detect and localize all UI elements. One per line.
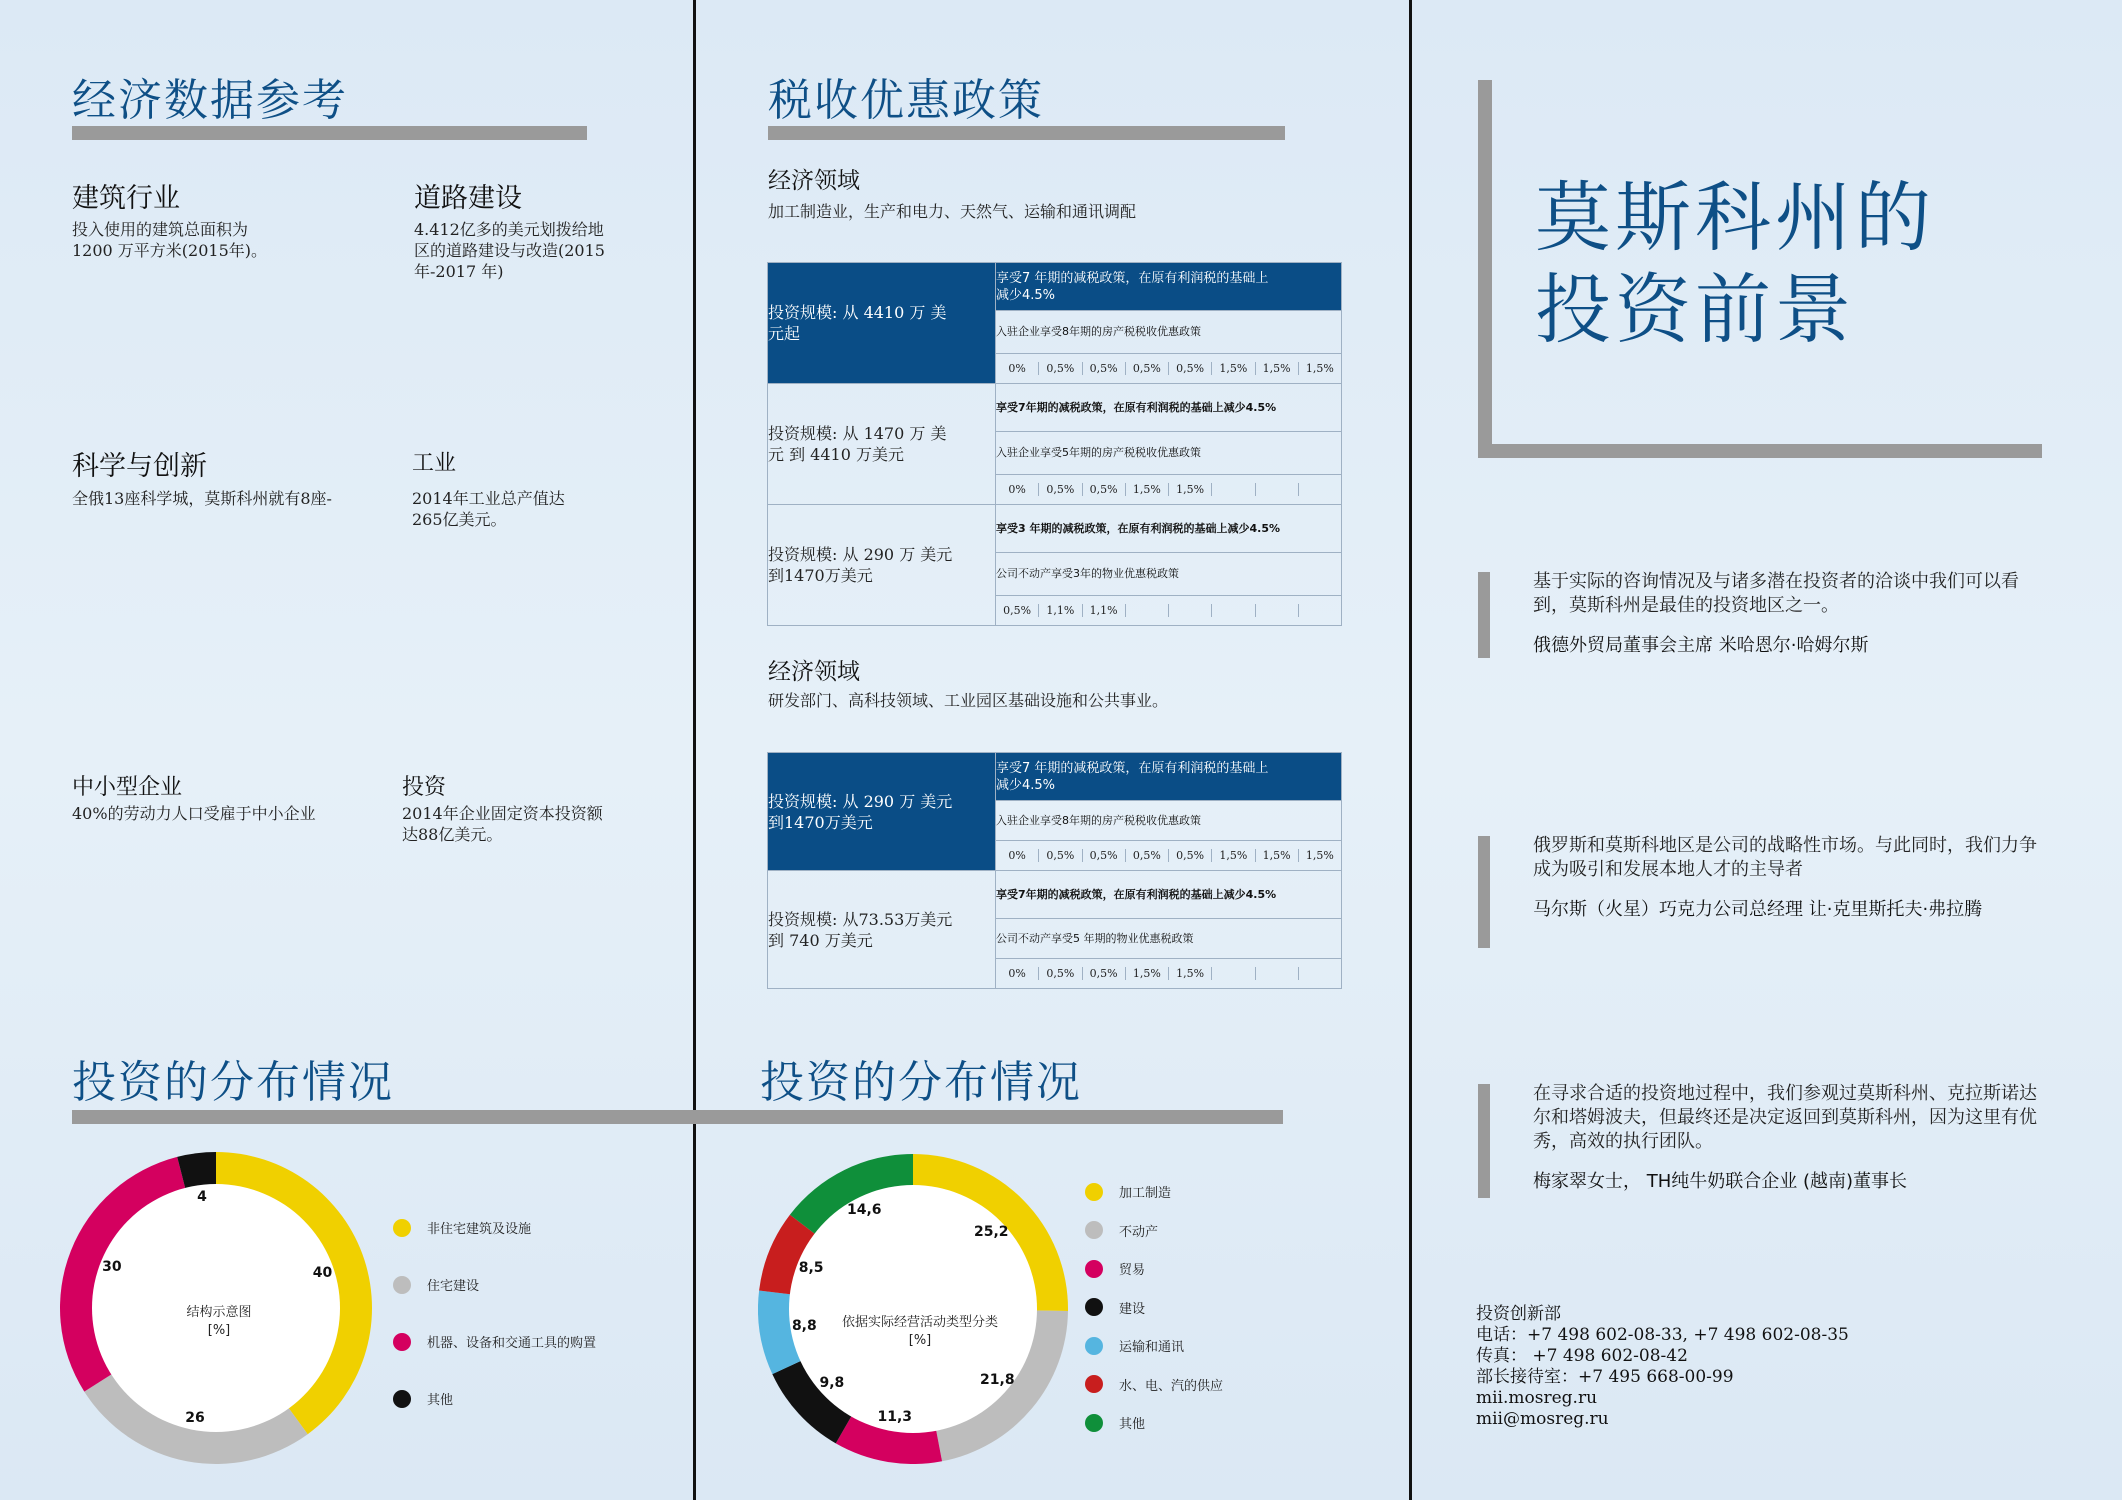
tax-rate-cell: 0,5% xyxy=(1125,362,1168,375)
quote-text: 俄罗斯和莫斯科地区是公司的战略性市场。与此同时，我们力争成为吸引和发展本地人才的主导者 xyxy=(1533,835,2037,880)
tax-rate-cell: 1,5% xyxy=(1211,849,1254,862)
donut-hole xyxy=(789,1185,1037,1433)
tax-rate-cell: 0,5% xyxy=(1038,362,1081,375)
legend-label: 非住宅建筑及设施 xyxy=(427,1222,532,1237)
tax-table-2 xyxy=(767,752,1342,989)
profit-tax-note: 享受7年期的减税政策，在原有利润税的基础上减少4.5% xyxy=(996,384,1342,432)
legend-item xyxy=(1085,1413,1145,1432)
profit-tax-note: 享受7年期的减税政策，在原有利润税的基础上减少4.5% xyxy=(996,871,1342,919)
investment-scale-label: 投资规模: 从73.53万美元 到 740 万美元 xyxy=(768,871,996,989)
contact-email-link[interactable]: mii@mosreg.ru xyxy=(1476,1409,1609,1429)
tax-policy-title: 税收优惠政策 xyxy=(768,75,1044,126)
tax-rate-cell: 1,5% xyxy=(1125,967,1168,980)
contact-fax: 传真： +7 498 602-08-42 xyxy=(1476,1346,1688,1366)
property-tax-note: 入驻企业享受5年期的房产税税收优惠政策 xyxy=(996,432,1342,475)
donut-chart-activity xyxy=(758,1154,1068,1464)
legend-swatch xyxy=(1085,1337,1103,1355)
sector-description: 加工制造业，生产和电力、天然气、运输和通讯调配 xyxy=(768,202,1137,221)
legend-swatch xyxy=(393,1276,411,1294)
legend-item xyxy=(393,1389,453,1408)
contact-website-link[interactable]: mii.mosreg.ru xyxy=(1476,1388,1598,1408)
tax-rate-cell: 0,5% xyxy=(1168,362,1211,375)
tax-rate-row xyxy=(996,483,1341,496)
tax-rate-cell: 0,5% xyxy=(1082,362,1125,375)
investment-scale-label: 投资规模: 从 4410 万 美 元起 xyxy=(768,263,996,384)
stat-heading: 中小型企业 xyxy=(72,775,183,800)
sector-description: 研发部门、高科技领域、工业园区基础设施和公共事业。 xyxy=(768,691,1169,710)
tax-rate-cell: 1,1% xyxy=(1038,604,1081,617)
distribution-title-middle: 投资的分布情况 xyxy=(760,1057,1082,1108)
legend-label: 其他 xyxy=(427,1393,454,1408)
profit-tax-note: 享受3 年期的减税政策，在原有利润税的基础上减少4.5% xyxy=(996,505,1342,553)
profit-tax-note: 享受7 年期的减税政策，在原有利润税的基础上 减少4.5% xyxy=(996,263,1342,311)
legend-item xyxy=(1085,1375,1223,1394)
quote-author: 梅家翠女士， TH纯牛奶联合企业 (越南)董事长 xyxy=(1533,1171,1908,1192)
tax-rate-cell xyxy=(1211,967,1254,980)
tax-rate-cell: 1,5% xyxy=(1298,362,1341,375)
property-tax-note: 公司不动产享受3年的物业优惠税政策 xyxy=(996,553,1342,596)
slice-value-label: 8,8 xyxy=(791,1318,817,1335)
slice-value-label: 11,3 xyxy=(877,1409,913,1426)
title-underline xyxy=(72,126,587,140)
tax-rate-cell: 0% xyxy=(1008,483,1026,496)
legend-swatch xyxy=(1085,1414,1103,1432)
tax-rate-cell: 1,5% xyxy=(1125,483,1168,496)
legend-swatch xyxy=(1085,1375,1103,1393)
sector-heading: 经济领域 xyxy=(768,659,860,685)
slice-value-label: 4 xyxy=(197,1188,207,1205)
legend-label: 住宅建设 xyxy=(427,1279,480,1294)
quote-text: 基于实际的咨询情况及与诸多潜在投资者的洽谈中我们可以看到，莫斯科州是最佳的投资地区之一。 xyxy=(1533,571,2019,616)
tax-rate-cell: 0,5% xyxy=(1168,849,1211,862)
chart-center-label: 依据实际经营活动类型分类 [%] xyxy=(841,1315,999,1348)
tax-rate-cell xyxy=(1255,967,1298,980)
legend-swatch xyxy=(393,1333,411,1351)
column-divider-right xyxy=(1409,0,1412,1500)
title-underline xyxy=(768,126,1285,140)
stat-text: 4.412亿多的美元划拨给地 区的道路建设与改造(2015 年-2017 年) xyxy=(414,220,605,281)
tax-rate-cell: 1,5% xyxy=(1211,362,1254,375)
tax-rate-cell xyxy=(1298,483,1341,496)
contact-department: 投资创新部 xyxy=(1476,1304,1561,1324)
legend-label: 建设 xyxy=(1119,1301,1146,1317)
tax-rate-cell: 1,5% xyxy=(1255,849,1298,862)
tax-rate-cell xyxy=(1168,604,1211,617)
contact-block xyxy=(1476,1304,1849,1430)
tax-rate-cell: 0,5% xyxy=(1038,849,1081,862)
tax-rate-cell: 1,5% xyxy=(1168,967,1211,980)
tax-rate-cell: 0,5% xyxy=(1038,967,1081,980)
slice-value-label: 40 xyxy=(312,1265,333,1282)
tax-rate-cell: 0,5% xyxy=(1082,967,1125,980)
stat-text: 2014年企业固定资本投资额 达88亿美元。 xyxy=(402,804,603,844)
quote-author: 马尔斯（火星）巧克力公司总经理 让·克里斯托夫·弗拉腾 xyxy=(1533,899,1983,920)
legend-item xyxy=(1085,1336,1184,1355)
main-title: 莫斯科州的 投资前景 xyxy=(1535,173,1935,354)
legend-swatch xyxy=(1085,1260,1103,1278)
slice-value-label: 14,6 xyxy=(847,1202,882,1219)
economic-data-title: 经济数据参考 xyxy=(72,75,348,126)
tax-rate-cell xyxy=(1298,967,1341,980)
slice-value-label: 9,8 xyxy=(819,1375,845,1392)
legend-label: 其他 xyxy=(1119,1417,1146,1432)
tax-rate-cell: 0% xyxy=(1008,967,1026,980)
legend-label: 贸易 xyxy=(1119,1263,1146,1278)
legend-swatch xyxy=(1085,1183,1103,1201)
investment-scale-label: 投资规模: 从 290 万 美元 到1470万美元 xyxy=(768,753,996,871)
tax-rate-cell: 1,5% xyxy=(1298,849,1341,862)
quote-bar xyxy=(1478,572,1490,658)
stat-text: 2014年工业总产值达 265亿美元。 xyxy=(412,489,565,529)
profit-tax-note: 享受7 年期的减税政策，在原有利润税的基础上 减少4.5% xyxy=(996,753,1342,801)
property-tax-note: 入驻企业享受8年期的房产税税收优惠政策 xyxy=(996,801,1342,841)
tax-rate-cell: 0,5% xyxy=(1082,849,1125,862)
quote-text: 在寻求合适的投资地过程中，我们参观过莫斯科州、克拉斯诺达尔和塔姆波夫，但最终还是决定返回到莫斯科州，因为这里有优秀，高效的执行团队。 xyxy=(1533,1083,2037,1152)
investment-scale-label: 投资规模: 从 1470 万 美 元 到 4410 万美元 xyxy=(768,384,996,505)
legend-label: 机器、设备和交通工具的购置 xyxy=(427,1336,597,1351)
sector-heading: 经济领域 xyxy=(768,168,860,194)
tax-rate-cell: 1,5% xyxy=(1255,362,1298,375)
slice-value-label: 30 xyxy=(102,1258,122,1275)
stat-text: 投入使用的建筑总面积为 1200 万平方米(2015年)。 xyxy=(72,220,268,260)
tax-rate-cell: 0,5% xyxy=(1082,483,1125,496)
legend-swatch xyxy=(393,1219,411,1237)
legend-swatch xyxy=(1085,1221,1103,1239)
quote-author: 俄德外贸局董事会主席 米哈恩尔·哈姆尔斯 xyxy=(1533,635,1869,656)
tax-rate-cell: 0,5% xyxy=(1038,483,1081,496)
tax-rate-row xyxy=(996,849,1341,862)
tax-table-1 xyxy=(767,262,1342,626)
stat-heading: 投资 xyxy=(402,775,447,800)
contact-reception: 部长接待室：+7 495 668-00-99 xyxy=(1476,1367,1734,1387)
legend-item xyxy=(1085,1182,1171,1201)
legend-label: 加工制造 xyxy=(1119,1186,1172,1201)
contact-phone: 电话：+7 498 602-08-33, +7 498 602-08-35 xyxy=(1476,1325,1849,1345)
slice-value-label: 26 xyxy=(185,1410,205,1427)
title-frame-vertical xyxy=(1478,80,1492,458)
legend-item xyxy=(1085,1298,1145,1317)
stat-heading: 建筑行业 xyxy=(72,183,180,214)
tax-rate-cell xyxy=(1125,604,1168,617)
legend-swatch xyxy=(393,1390,411,1408)
legend-item xyxy=(393,1218,531,1237)
stat-heading: 道路建设 xyxy=(414,183,522,214)
property-tax-note: 入驻企业享受8年期的房产税税收优惠政策 xyxy=(996,311,1342,354)
tax-rate-cell xyxy=(1298,604,1341,617)
legend-label: 水、电、汽的供应 xyxy=(1119,1378,1224,1394)
stat-text: 40%的劳动力人口受雇于中小企业 xyxy=(72,804,316,823)
property-tax-note: 公司不动产享受5 年期的物业优惠税政策 xyxy=(996,919,1342,959)
slice-value-label: 21,8 xyxy=(980,1371,1015,1388)
stat-heading: 工业 xyxy=(412,451,457,476)
legend-item xyxy=(1085,1259,1145,1278)
investment-scale-label: 投资规模: 从 290 万 美元 到1470万美元 xyxy=(768,505,996,626)
tax-rate-cell: 0,5% xyxy=(1125,849,1168,862)
chart-center-label: 结构示意图 [%] xyxy=(186,1305,252,1338)
tax-rate-cell xyxy=(1255,483,1298,496)
tax-rate-row xyxy=(996,604,1341,617)
quote-bar xyxy=(1478,1084,1490,1198)
tax-rate-cell: 0,5% xyxy=(1003,604,1032,617)
tax-rate-cell: 1,5% xyxy=(1168,483,1211,496)
tax-rate-row xyxy=(996,967,1341,980)
quote-bar xyxy=(1478,836,1490,948)
stat-text: 全俄13座科学城，莫斯科州就有8座- xyxy=(72,489,332,508)
column-divider-left xyxy=(693,0,696,1500)
distribution-underline xyxy=(72,1110,1283,1124)
legend-item xyxy=(393,1275,479,1294)
legend-label: 运输和通讯 xyxy=(1119,1340,1185,1355)
tax-rate-cell: 0% xyxy=(1008,362,1026,375)
legend-swatch xyxy=(1085,1298,1103,1316)
tax-rate-row xyxy=(996,362,1341,375)
tax-rate-cell: 1,1% xyxy=(1082,604,1125,617)
legend-item xyxy=(393,1332,596,1351)
slice-value-label: 25,2 xyxy=(973,1223,1009,1240)
legend-item xyxy=(1085,1221,1158,1240)
tax-rate-cell xyxy=(1211,604,1254,617)
title-frame-horizontal xyxy=(1478,444,2042,458)
tax-rate-cell xyxy=(1255,604,1298,617)
slice-value-label: 8,5 xyxy=(798,1259,824,1276)
distribution-title-left: 投资的分布情况 xyxy=(72,1057,394,1108)
tax-rate-cell xyxy=(1211,483,1254,496)
stat-heading: 科学与创新 xyxy=(72,451,207,482)
tax-rate-cell: 0% xyxy=(1008,849,1026,862)
legend-label: 不动产 xyxy=(1119,1224,1159,1240)
